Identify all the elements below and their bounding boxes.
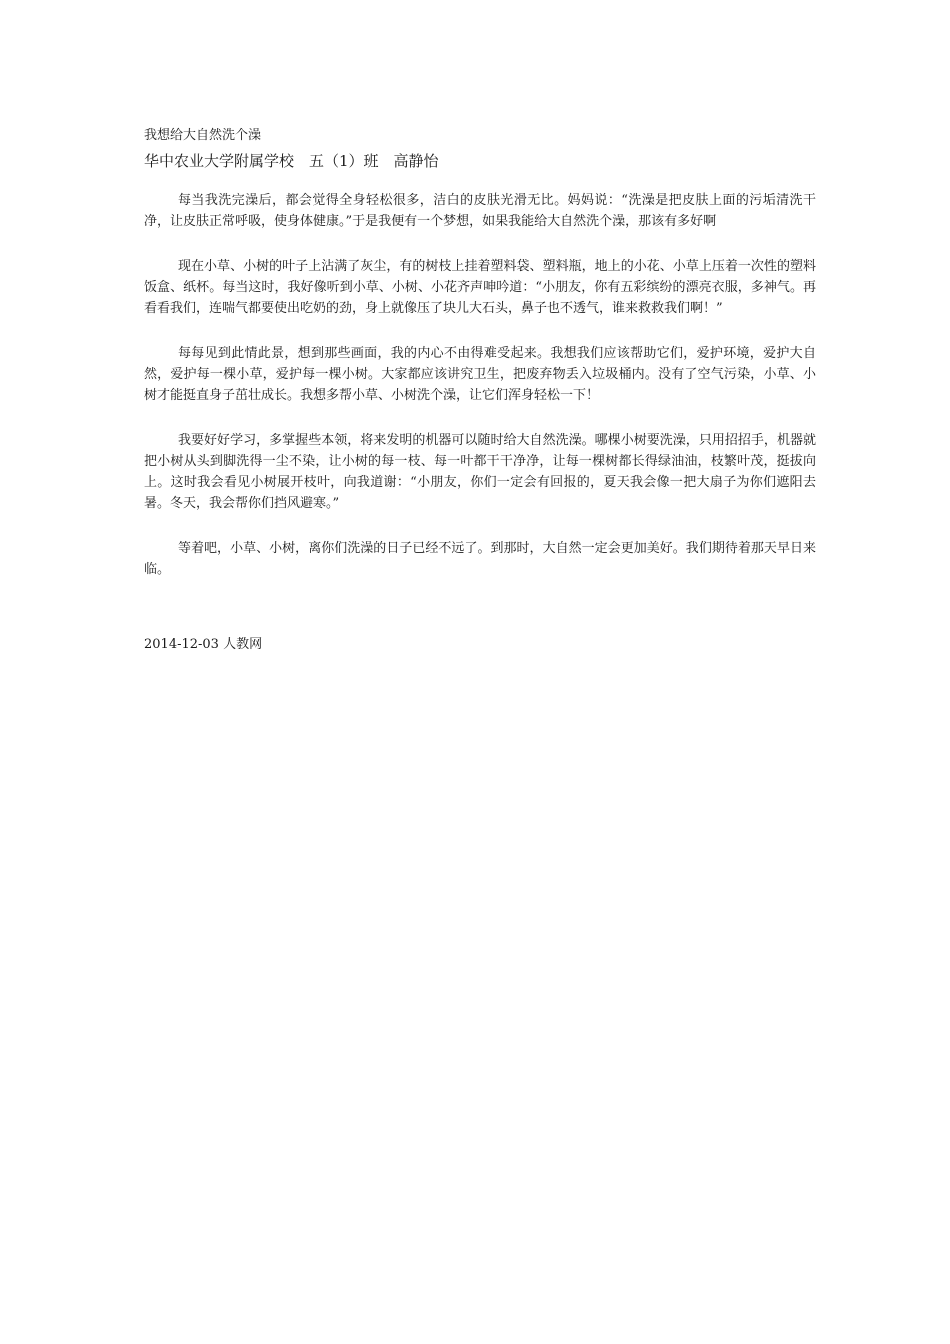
document-footer: 2014-12-03 人教网 (144, 637, 263, 652)
document-body (144, 190, 816, 604)
paragraph-1: 每当我洗完澡后，都会觉得全身轻松很多，洁白的皮肤光滑无比。妈妈说：“洗澡是把皮肤上面的污垢清洗干净，让皮肤正常呼吸，使身体健康。”于是我便有一个梦想，如果我能给大自然洗个澡，那该有多好啊 (144, 193, 816, 229)
paragraph-4: 我要好好学习，多掌握些本领，将来发明的机器可以随时给大自然洗澡。哪棵小树要洗澡，只用招招手，机器就把小树从头到脚洗得一尘不染，让小树的每一枝、每一叶都干干净净，让每一棵树都长得绿油油，枝繁叶茂，挺拔向上。这时我会看见小树展开枝叶，向我道谢：“小朋友，你们一定会有回报的，夏天我会像一把大扇子为你们遮阳去暑。冬天，我会帮你们挡风避寒。” (144, 433, 816, 511)
document-title: 我想给大自然洗个澡 (144, 128, 262, 143)
paragraph-2: 现在小草、小树的叶子上沾满了灰尘，有的树枝上挂着塑料袋、塑料瓶，地上的小花、小草上压着一次性的塑料饭盒、纸杯。每当这时，我好像听到小草、小树、小花齐声呻吟道：“小朋友，你有五彩缤纷的漂亮衣服，多神气。再看看我们，连喘气都要使出吃奶的劲，身上就像压了块儿大石头，鼻子也不透气，谁来救救我们啊！” (144, 259, 816, 316)
paragraph-5: 等着吧，小草、小树，离你们洗澡的日子已经不远了。到那时，大自然一定会更加美好。我们期待着那天早日来临。 (144, 541, 816, 577)
author-line: 华中农业大学附属学校 五（1）班 高静怡 (144, 152, 439, 170)
paragraph-3: 每每见到此情此景，想到那些画面，我的内心不由得难受起来。我想我们应该帮助它们，爱护环境，爱护大自然，爱护每一棵小草，爱护每一棵小树。大家都应该讲究卫生，把废弃物丢入垃圾桶内。没有了空气污染，小草、小树才能挺直身子茁壮成长。我想多帮小草、小树洗个澡，让它们浑身轻松一下！ (144, 346, 816, 403)
